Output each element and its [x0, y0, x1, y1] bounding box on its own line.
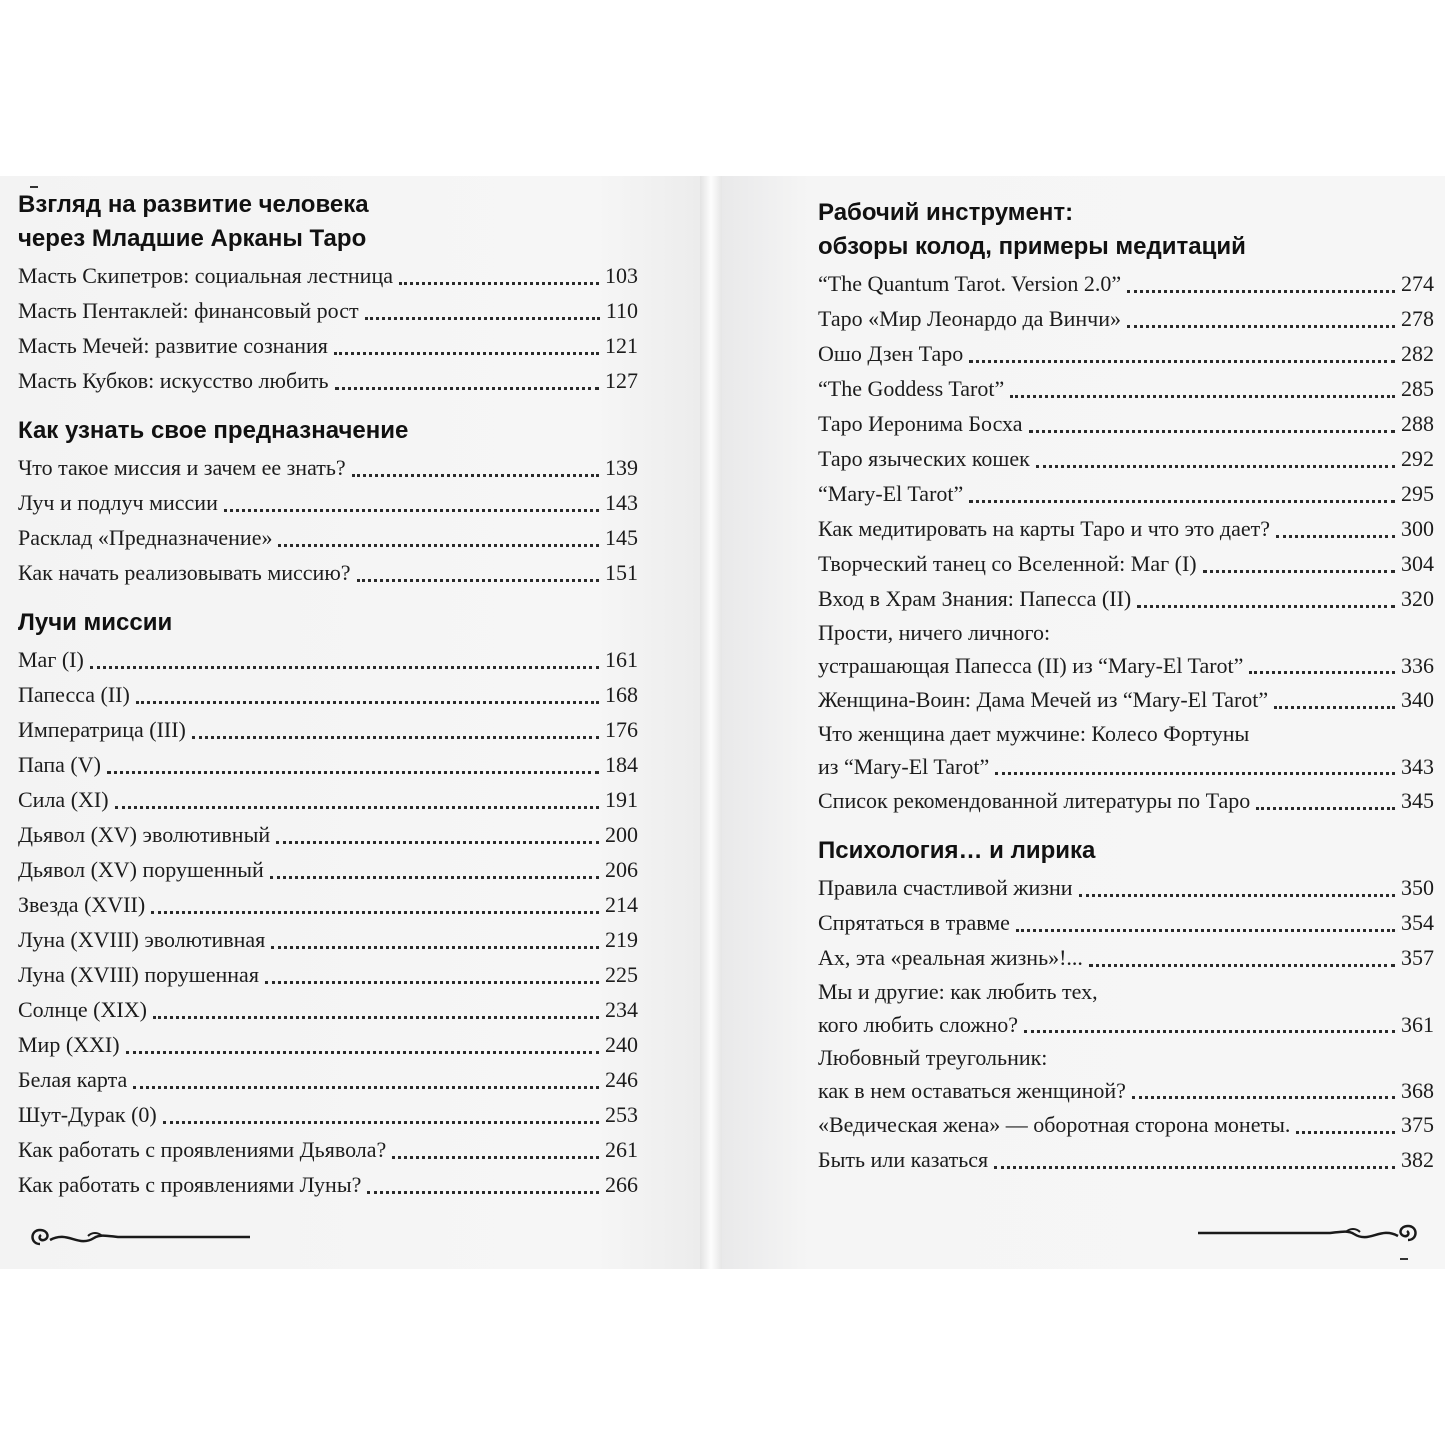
toc-page-number: 295 [1401, 481, 1434, 506]
dot-leader [1089, 964, 1395, 967]
toc-page-number: 240 [605, 1032, 638, 1057]
dot-leader [224, 509, 599, 512]
dot-leader [392, 1156, 599, 1159]
toc-entry-title: Женщина-Воин: Дама Мечей из “Mary-El Tarot” [818, 687, 1269, 712]
toc-section [18, 188, 638, 398]
toc-entry[interactable] [818, 266, 1434, 301]
section-title-line: Рабочий инструмент: [818, 199, 1074, 226]
toc-entry-title: Белая карта [18, 1067, 128, 1092]
toc-entry-title: Дьявол (XV) порушенный [18, 857, 264, 882]
dot-leader [1296, 1131, 1395, 1134]
toc-page-number: 285 [1401, 376, 1434, 401]
dot-leader [107, 771, 599, 774]
dot-leader [1127, 325, 1395, 328]
toc-entry-title: Масть Мечей: развитие сознания [18, 333, 328, 358]
toc-entry-title: Таро «Мир Леонардо да Винчи» [818, 306, 1121, 331]
toc-entry-title: Папа (V) [18, 752, 101, 777]
toc-entry-title: Что такое миссия и зачем ее знать? [18, 455, 346, 480]
toc-entry-title-line: Мы и другие: как любить тех, [818, 979, 1098, 1004]
toc-entry-title: Папесса (II) [18, 682, 130, 707]
dot-leader [276, 841, 599, 844]
toc-entry[interactable] [818, 301, 1434, 336]
toc-entry-title-line: Прости, ничего личного: [818, 620, 1051, 645]
section-title-line: через Младшие Арканы Таро [18, 225, 367, 252]
toc-entry-title: Таро языческих кошек [818, 446, 1030, 471]
toc-entry-title: Звезда (XVII) [18, 892, 146, 917]
dot-leader [969, 360, 1395, 363]
dot-leader [126, 1051, 599, 1054]
dot-leader [1010, 395, 1395, 398]
toc-entry[interactable] [18, 1062, 638, 1097]
dot-leader [270, 876, 599, 879]
toc-page-number: 225 [605, 962, 638, 987]
toc-page-number: 110 [605, 298, 638, 323]
toc-entry[interactable] [18, 1097, 638, 1132]
toc-page-number: 200 [605, 822, 638, 847]
toc-entry-title: Творческий танец со Вселенной: Маг (I) [818, 551, 1197, 576]
toc-page-number: 253 [605, 1102, 638, 1127]
dot-leader [163, 1121, 599, 1124]
toc-entry-line [818, 750, 1434, 783]
toc-page-number: 345 [1401, 788, 1434, 813]
toc-entry-title: Таро Иеронима Босха [818, 411, 1023, 436]
section-title [18, 606, 638, 640]
dot-leader [278, 544, 599, 547]
dot-leader [365, 317, 600, 320]
dot-leader [133, 1086, 599, 1089]
dot-leader [1029, 430, 1395, 433]
toc-entry-title: “The Quantum Tarot. Version 2.0” [818, 271, 1122, 296]
toc-entry[interactable] [818, 336, 1434, 371]
toc-entry-title: Вход в Храм Знания: Папесса (II) [818, 586, 1132, 611]
dot-leader [1276, 535, 1395, 538]
book-gutter [700, 176, 722, 1269]
toc-entry[interactable] [18, 817, 638, 852]
toc-entry-title: кого любить сложно? [818, 1012, 1019, 1037]
toc-entry[interactable] [818, 975, 1434, 1041]
toc-entry-title: Луч и подлуч миссии [18, 490, 218, 515]
right-table-of-contents [818, 196, 1434, 1193]
toc-page-number: 320 [1401, 586, 1434, 611]
section-title-line: Взгляд на развитие человека [18, 191, 369, 218]
toc-entry[interactable] [18, 555, 638, 590]
toc-entry[interactable] [18, 450, 638, 485]
right-flourish-ornament [1198, 1220, 1420, 1248]
toc-entry[interactable] [18, 1132, 638, 1167]
toc-entry[interactable] [818, 870, 1434, 905]
toc-entry[interactable] [18, 992, 638, 1027]
toc-entry-title: Список рекомендованной литературы по Таро [818, 788, 1251, 813]
toc-entry[interactable] [818, 940, 1434, 975]
toc-entry-title: Правила счастливой жизни [818, 875, 1073, 900]
toc-section [18, 606, 638, 1202]
toc-page-number: 354 [1401, 910, 1434, 935]
toc-entry[interactable] [18, 712, 638, 747]
toc-page-number: 375 [1401, 1112, 1434, 1137]
toc-entry[interactable] [18, 957, 638, 992]
dot-leader [136, 701, 599, 704]
section-title [818, 196, 1434, 264]
toc-page-number: 300 [1401, 516, 1434, 541]
toc-entry[interactable] [18, 747, 638, 782]
toc-entry[interactable] [18, 1167, 638, 1202]
dot-leader [1016, 929, 1395, 932]
dot-leader [334, 352, 599, 355]
toc-page-number: 214 [605, 892, 638, 917]
toc-page-number: 304 [1401, 551, 1434, 576]
dot-leader [357, 579, 599, 582]
toc-page-number: 261 [605, 1137, 638, 1162]
toc-entry[interactable] [818, 1041, 1434, 1107]
toc-page-number: 168 [605, 682, 638, 707]
toc-entry[interactable] [18, 782, 638, 817]
dot-leader [367, 1191, 599, 1194]
toc-page-number: 206 [605, 857, 638, 882]
toc-entry[interactable] [818, 717, 1434, 783]
toc-entry-title: как в нем оставаться женщиной? [818, 1078, 1126, 1103]
toc-entry-title: “Mary-El Tarot” [818, 481, 964, 506]
toc-page-number: 121 [605, 333, 638, 358]
toc-page-number: 340 [1401, 687, 1434, 712]
toc-entry[interactable] [18, 258, 638, 293]
toc-page-number: 151 [605, 560, 638, 585]
right-corner-mark [1400, 1258, 1408, 1260]
toc-entry-title: Масть Кубков: искусство любить [18, 368, 329, 393]
toc-page-number: 382 [1401, 1147, 1434, 1172]
toc-entry[interactable] [818, 511, 1434, 546]
toc-entry-title: Ах, эта «реальная жизнь»!... [818, 945, 1083, 970]
toc-entry-title-line: Что женщина дает мужчине: Колесо Фортуны [818, 721, 1250, 746]
toc-page-number: 219 [605, 927, 638, 952]
toc-entry[interactable] [818, 441, 1434, 476]
toc-section [818, 834, 1434, 1177]
toc-entry-title: Как медитировать на карты Таро и что это дает? [818, 516, 1270, 541]
toc-entry-title: Как работать с проявлениями Дьявола? [18, 1137, 387, 1162]
toc-entry[interactable] [818, 371, 1434, 406]
toc-entry[interactable] [818, 783, 1434, 818]
toc-entry[interactable] [818, 546, 1434, 581]
dot-leader [969, 500, 1395, 503]
toc-page-number: 143 [605, 490, 638, 515]
toc-entry-title: Солнце (XIX) [18, 997, 147, 1022]
toc-entry-title: Масть Пентаклей: финансовый рост [18, 298, 359, 323]
toc-page-number: 161 [605, 647, 638, 672]
section-title-line: Лучи миссии [18, 609, 173, 636]
toc-page-number: 368 [1401, 1078, 1434, 1103]
toc-entry-title: Расклад «Предназначение» [18, 525, 273, 550]
toc-page-number: 292 [1401, 446, 1434, 471]
dot-leader [90, 666, 599, 669]
toc-page-number: 288 [1401, 411, 1434, 436]
toc-entry[interactable] [818, 616, 1434, 682]
toc-entry-title-line: Любовный треугольник: [818, 1045, 1048, 1070]
toc-entry-title: Быть или казаться [818, 1147, 989, 1172]
dot-leader [151, 911, 599, 914]
toc-page-number: 191 [605, 787, 638, 812]
toc-page-number: 127 [605, 368, 638, 393]
toc-entry[interactable] [18, 328, 638, 363]
toc-entry-title: Спрятаться в травме [818, 910, 1010, 935]
toc-entry[interactable] [818, 1142, 1434, 1177]
toc-entry-title: «Ведическая жена» — оборотная сторона монеты. [818, 1112, 1291, 1137]
toc-page-number: 103 [605, 263, 638, 288]
toc-entry[interactable] [18, 642, 638, 677]
section-title [818, 834, 1434, 868]
toc-entry[interactable] [818, 476, 1434, 511]
dot-leader [1137, 605, 1395, 608]
toc-entry[interactable] [18, 852, 638, 887]
dot-leader [352, 474, 599, 477]
toc-page-number: 336 [1401, 653, 1434, 678]
toc-entry-title: “The Goddess Tarot” [818, 376, 1005, 401]
toc-page-number: 184 [605, 752, 638, 777]
dot-leader [1036, 465, 1395, 468]
section-title-line: Психология… и лирика [818, 837, 1096, 864]
toc-section [818, 196, 1434, 818]
toc-entry-title: Луна (XVIII) эволютивная [18, 927, 266, 952]
toc-page-number: 234 [605, 997, 638, 1022]
toc-page-number: 343 [1401, 754, 1434, 779]
toc-entry[interactable] [18, 293, 638, 328]
toc-entry-title: Луна (XVIII) порушенная [18, 962, 259, 987]
toc-page-number: 246 [605, 1067, 638, 1092]
toc-entry-line [818, 1074, 1434, 1107]
toc-entry-title: Сила (XI) [18, 787, 109, 812]
dot-leader [995, 772, 1395, 775]
toc-entry[interactable] [18, 520, 638, 555]
toc-entry-title: Как начать реализовывать миссию? [18, 560, 351, 585]
toc-entry[interactable] [818, 406, 1434, 441]
toc-section [18, 414, 638, 590]
toc-entry-title: Императрица (III) [18, 717, 186, 742]
toc-entry[interactable] [18, 1027, 638, 1062]
dot-leader [994, 1166, 1395, 1169]
section-title [18, 188, 638, 256]
toc-entry-title: Мир (XXI) [18, 1032, 120, 1057]
dot-leader [153, 1016, 599, 1019]
toc-entry-title: из “Mary-El Tarot” [818, 754, 990, 779]
dot-leader [1249, 671, 1395, 674]
section-title-line: Как узнать свое предназначение [18, 417, 409, 444]
dot-leader [265, 981, 599, 984]
toc-page-number: 145 [605, 525, 638, 550]
dot-leader [1256, 807, 1395, 810]
dot-leader [1274, 706, 1395, 709]
toc-entry-title: Ошо Дзен Таро [818, 341, 964, 366]
toc-entry[interactable] [818, 682, 1434, 717]
toc-page-number: 350 [1401, 875, 1434, 900]
left-flourish-ornament [28, 1224, 250, 1252]
toc-entry[interactable] [18, 363, 638, 398]
toc-entry-title: устрашающая Папесса (II) из “Mary-El Tarot” [818, 653, 1244, 678]
toc-page-number: 278 [1401, 306, 1434, 331]
left-table-of-contents [18, 188, 638, 1218]
dot-leader [115, 806, 599, 809]
toc-entry[interactable] [18, 922, 638, 957]
toc-page-number: 139 [605, 455, 638, 480]
toc-entry[interactable] [818, 905, 1434, 940]
toc-page-number: 274 [1401, 271, 1434, 296]
dot-leader [1203, 570, 1395, 573]
toc-entry[interactable] [818, 581, 1434, 616]
toc-page-number: 357 [1401, 945, 1434, 970]
dot-leader [335, 387, 599, 390]
toc-page-number: 266 [605, 1172, 638, 1197]
toc-entry-title: Дьявол (XV) эволютивный [18, 822, 271, 847]
toc-page-number: 282 [1401, 341, 1434, 366]
toc-entry[interactable] [18, 485, 638, 520]
toc-entry[interactable] [818, 1107, 1434, 1142]
dot-leader [192, 736, 599, 739]
toc-entry-title: Шут-Дурак (0) [18, 1102, 157, 1127]
toc-entry[interactable] [18, 677, 638, 712]
dot-leader [271, 946, 599, 949]
section-title-line: обзоры колод, примеры медитаций [818, 233, 1246, 260]
toc-page-number: 176 [605, 717, 638, 742]
dot-leader [1127, 290, 1395, 293]
dot-leader [1024, 1030, 1395, 1033]
toc-entry-title: Маг (I) [18, 647, 84, 672]
toc-entry[interactable] [18, 887, 638, 922]
toc-page-number: 361 [1401, 1012, 1434, 1037]
toc-entry-line [818, 649, 1434, 682]
dot-leader [399, 282, 599, 285]
dot-leader [1079, 894, 1395, 897]
section-title [18, 414, 638, 448]
toc-entry-title: Масть Скипетров: социальная лестница [18, 263, 393, 288]
toc-entry-line [818, 1008, 1434, 1041]
toc-entry-title: Как работать с проявлениями Луны? [18, 1172, 362, 1197]
dot-leader [1132, 1096, 1395, 1099]
